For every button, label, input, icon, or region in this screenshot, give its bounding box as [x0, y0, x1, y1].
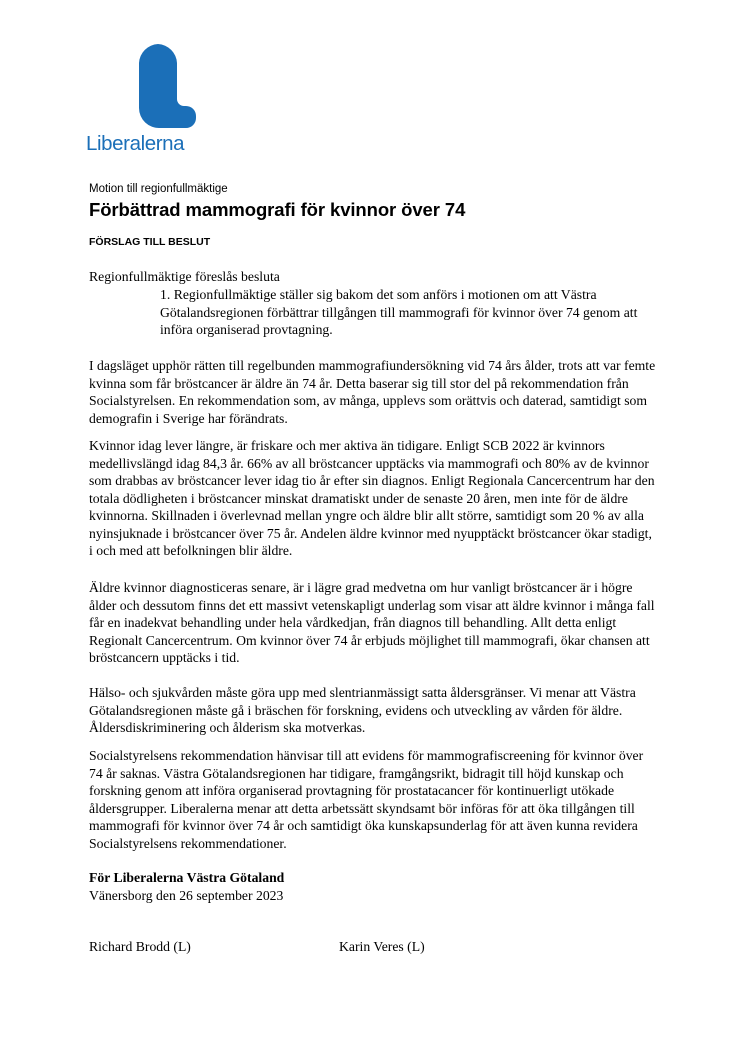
liberalerna-l-mark-icon — [86, 44, 214, 132]
paragraph-text: Äldre kvinnor diagnosticeras senare, är i lägre grad medvetna om hur vanligt bröstcancer är i högre ålder och dessutom finns det ett massivt vetenskapligt underlag som visar att äldre kvinnor i många fall får en inadekvat behandling under hela vårdkedjan, från diagnos till behandling. Allt detta enligt Regionalt Cancercentrum. Om kvinnor över 74 år erbjuds möjlighet till mammografi, ökar chansen att bröstcancern upptäcks i tid. — [89, 580, 655, 665]
proposal-item: 1. Regionfullmäktige ställer sig bakom det som anförs i motionen om att Västra Götalandsregionen förbättrar tillgången till mammografi för kvinnor över 74 genom att införa organiserad provtagning. — [160, 287, 638, 337]
paragraph — [89, 437, 659, 560]
paragraph — [89, 684, 659, 737]
paragraph-text: Hälso- och sjukvården måste göra upp med slentrianmässigt satta åldersgränser. Vi menar att Västra Götalandsregionen måste gå i bräschen för forskning, evidens och utveckling av vården för äldre. Åldersdiskriminering och ålderism ska motverkas. — [89, 685, 636, 735]
paragraph-text: Socialstyrelsens rekommendation hänvisar till att evidens för mammografiscreening för kvinnor över 74 år saknas. Västra Götalandsregionen har tidigare, framgångsrikt, bidragit till höjd kunskap och forskning genom att införa organiserad provtagning för prostatacancer för kontinuerligt utökade åldersgrupper. Liberalerna menar att detta arbetssätt skyndsamt bör införas för att öka tillgången till mammografi för kvinnor över 74 år och samtidigt öka kunskapsunderlag för att även kunna revidera Socialstyrelsens rekommendationer. — [89, 748, 644, 851]
signer-name: Richard Brodd (L) — [89, 939, 191, 954]
signature-organization: För Liberalerna Västra Götaland — [89, 870, 285, 885]
paragraph-text: Kvinnor idag lever längre, är friskare och mer aktiva än tidigare. Enligt SCB 2022 är kvinnors medellivslängd idag 84,3 år. 66% av all bröstcancer upptäcks via mammografi och 80% av de kvinnor som drabbas av bröstcancer lever idag tio år efter sin diagnos. Enligt Regionala Cancercentrum har den totala dödligheten i bröstcancer minskat dramatiskt under de senaste 20 åren, men inte för de äldre kvinnorna. Skillnaden i överlevnad mellan yngre och äldre blir allt större, samtidigt som 20 % av alla nyinsjuknade i bröstcancer över 75 år. Andelen äldre kvinnor med nyupptäckt bröstcancer ökar stadigt, i och med att befolkningen blir äldre. — [89, 438, 655, 558]
paragraph — [89, 357, 659, 427]
paragraph — [89, 579, 659, 667]
logo-wordmark: Liberalerna — [86, 132, 185, 155]
proposal-intro — [89, 268, 659, 286]
paragraph — [89, 747, 659, 852]
signer-name: Karin Veres (L) — [339, 939, 425, 954]
proposal-intro-text: Regionfullmäktige föreslås besluta — [89, 269, 280, 284]
document-type: Motion till regionfullmäktige — [89, 183, 228, 195]
proposal-heading: FÖRSLAG TILL BESLUT — [89, 236, 211, 248]
signature-place-date: Vänersborg den 26 september 2023 — [89, 888, 284, 903]
page-title: Förbättrad mammografi för kvinnor över 74 — [89, 199, 466, 220]
liberalerna-logo — [86, 44, 214, 156]
paragraph-text: I dagsläget upphör rätten till regelbunden mammografiundersökning vid 74 års ålder, trots att var femte kvinna som får bröstcancer är äldre än 74 år. Detta baserar sig till stor del på rekommendation från Socialstyrelsen. En rekommendation som, av många, upplevs som orättvis och daterad, samtidigt som demografin i Sverige har förändrats. — [89, 358, 656, 426]
